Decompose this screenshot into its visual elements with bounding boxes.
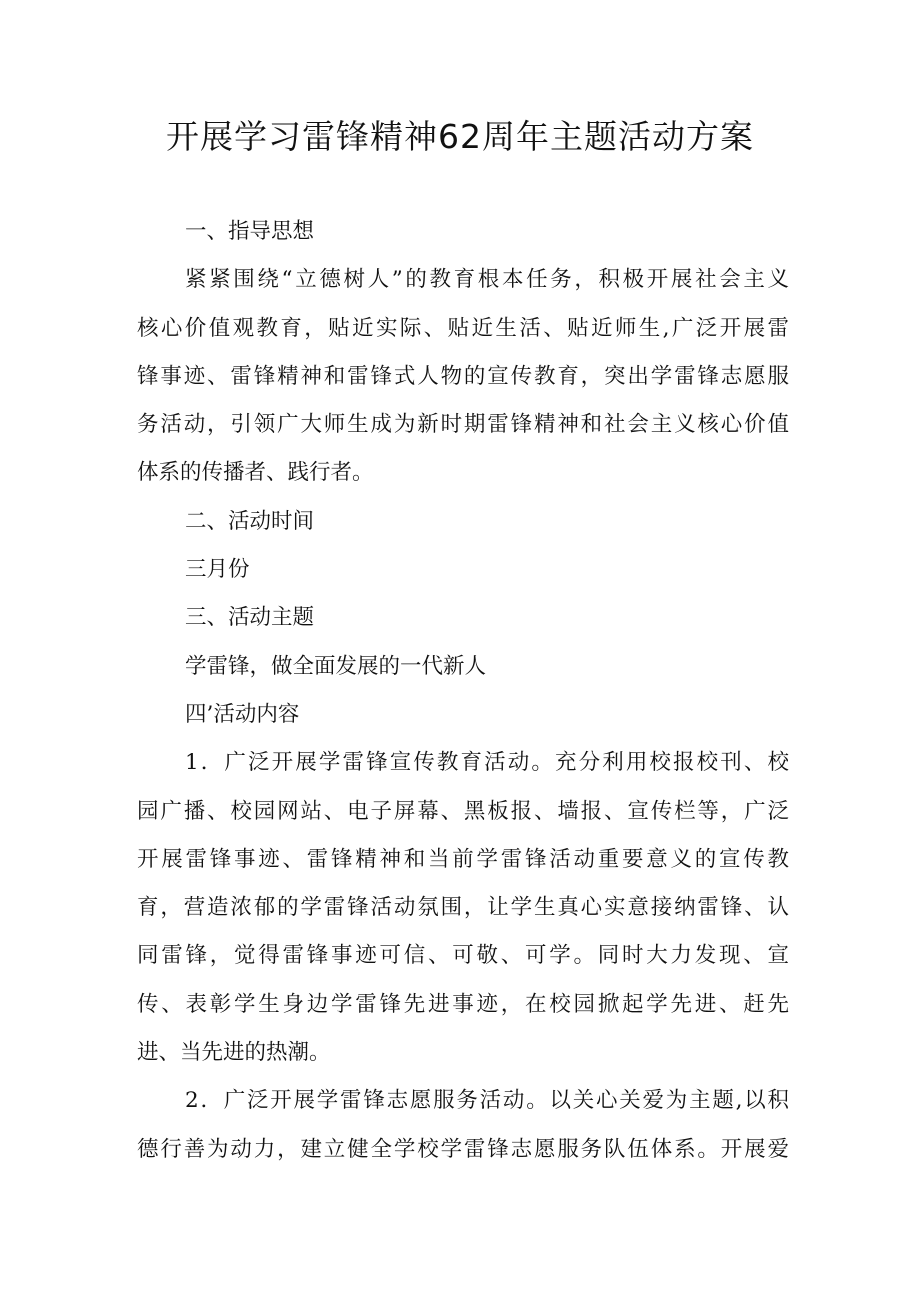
- document-title: 开展学习雷锋精神62周年主题活动方案: [166, 117, 754, 156]
- text-line: 1．广泛开展学雷锋宣传教育活动。充分利用校报校刊、校: [185, 750, 789, 776]
- text-line: 学雷锋，做全面发展的一代新人: [185, 653, 487, 679]
- text-line: 一、指导思想: [185, 219, 315, 244]
- text-line: 紧紧围绕“立德树人”的教育根本任务，积极开展社会主义: [185, 267, 789, 293]
- text-line: 育，营造浓郁的学雷锋活动氛围，让学生真心实意接纳雷锋、认: [137, 895, 789, 921]
- text-line: 进、当先进的热潮。: [137, 1040, 331, 1066]
- text-line: 传、表彰学生身边学雷锋先进事迹，在校园掀起学先进、赶先: [137, 991, 789, 1017]
- text-line: 四’活动内容: [185, 701, 300, 727]
- text-line: 体系的传播者、践行者。: [137, 460, 374, 486]
- text-line: 园广播、校园网站、电子屏幕、黑板报、墙报、宣传栏等，广泛: [137, 798, 789, 824]
- text-line: 三、活动主题: [185, 605, 315, 631]
- text-line: 核心价值观教育，贴近实际、贴近生活、贴近师生,广泛开展雷: [137, 315, 789, 341]
- document-body: [137, 208, 789, 1174]
- text-line: 开展雷锋事迹、雷锋精神和当前学雷锋活动重要意义的宣传教: [137, 846, 789, 872]
- text-line: 锋事迹、雷锋精神和雷锋式人物的宣传教育，突出学雷锋志愿服: [137, 363, 789, 389]
- text-line: 务活动，引领广大师生成为新时期雷锋精神和社会主义核心价值: [137, 412, 789, 438]
- text-line: 二、活动时间: [185, 508, 315, 534]
- text-line: 同雷锋，觉得雷锋事迹可信、可敬、可学。同时大力发现、宣: [137, 943, 789, 969]
- text-line: 2．广泛开展学雷锋志愿服务活动。以关心关爱为主题,以积: [185, 1088, 789, 1114]
- text-line: 德行善为动力，建立健全学校学雷锋志愿服务队伍体系。开展爱: [137, 1136, 789, 1162]
- text-line: 三月份: [185, 557, 250, 583]
